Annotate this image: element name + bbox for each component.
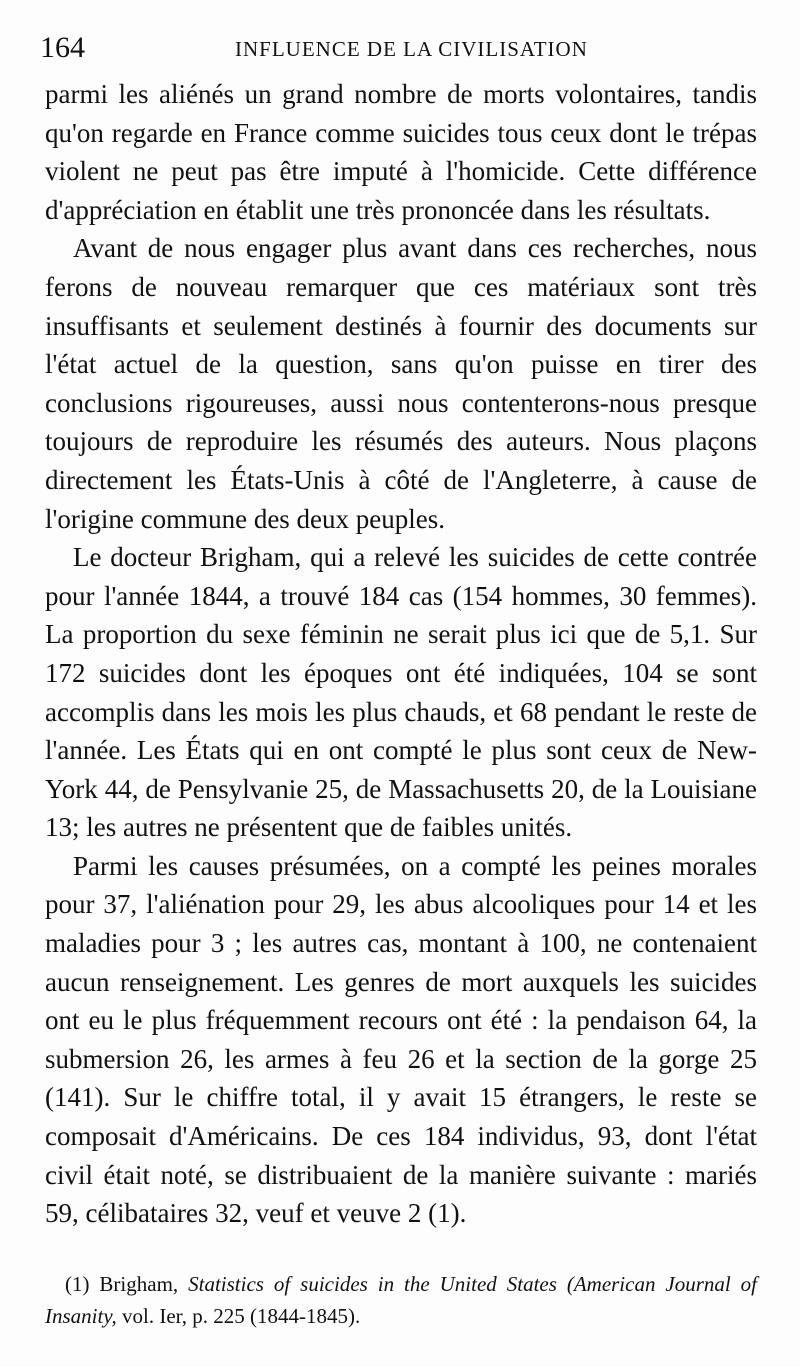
- body-text: [45, 75, 757, 1233]
- paragraph-continuation: parmi les aliénés un grand nombre de morts volontaires, tandis qu'on regarde en France comme suicides tous ceux dont le trépas violent ne peut pas être imputé à l'homicide. Cette différence d'appréciation en établit une très prononcée dans les résultats.: [45, 79, 757, 225]
- paragraph-research-note: Avant de nous engager plus avant dans ces recherches, nous ferons de nouveau remarquer que ces matériaux sont très insuffisants et seulement destinés à fournir des documents sur l'état actuel de la question, sans qu'on puisse en tirer des conclusions rigoureuses, aussi nous contenterons-nous presque toujours de reproduire les résumés des auteurs. Nous plaçons directement les États-Unis à côté de l'Angleterre, à cause de l'origine commune des deux peuples.: [45, 233, 757, 534]
- footnote-reference: vol. Ier, p. 225 (1844-1845).: [122, 1304, 361, 1328]
- footnote: [45, 1268, 757, 1332]
- page-number: 164: [40, 31, 85, 64]
- running-head: INFLUENCE DE LA CIVILISATION: [235, 37, 588, 61]
- paragraph-causes: Parmi les causes présumées, on a compté les peines morales pour 37, l'aliénation pour 29, les abus alcooliques pour 14 et les maladies pour 3 ; les autres cas, montant à 100, ne contenaient aucun renseignement. Les genres de mort auxquels les suicides ont eu le plus fréquemment recours ont été : la pendaison 64, la submersion 26, les armes à feu 26 et la section de la gorge 25 (141). Sur le chiffre total, il y avait 15 étrangers, le reste se composait d'Américains. De ces 184 individus, 93, dont l'état civil était noté, se distribuaient de la manière suivante : mariés 59, célibataires 32, veuf et veuve 2 (1).: [45, 850, 757, 1229]
- footnote-marker: (1) Brigham,: [65, 1272, 179, 1296]
- footnote-title: Statistics of suicides in the United States (American Journal of Insanity,: [45, 1272, 758, 1328]
- page-header: [40, 30, 760, 66]
- paragraph-brigham-stats: Le docteur Brigham, qui a relevé les suicides de cette contrée pour l'année 1844, a trouvé 184 cas (154 hommes, 30 femmes). La proportion du sexe féminin ne serait plus ici que de 5,1. Sur 172 suicides dont les époques ont été indiquées, 104 se sont accomplis dans les mois les plus chauds, et 68 pendant le reste de l'année. Les États qui en ont compté le plus sont ceux de New-York 44, de Pensylvanie 25, de Massachusetts 20, de la Louisiane 13; les autres ne présentent que de faibles unités.: [45, 542, 757, 843]
